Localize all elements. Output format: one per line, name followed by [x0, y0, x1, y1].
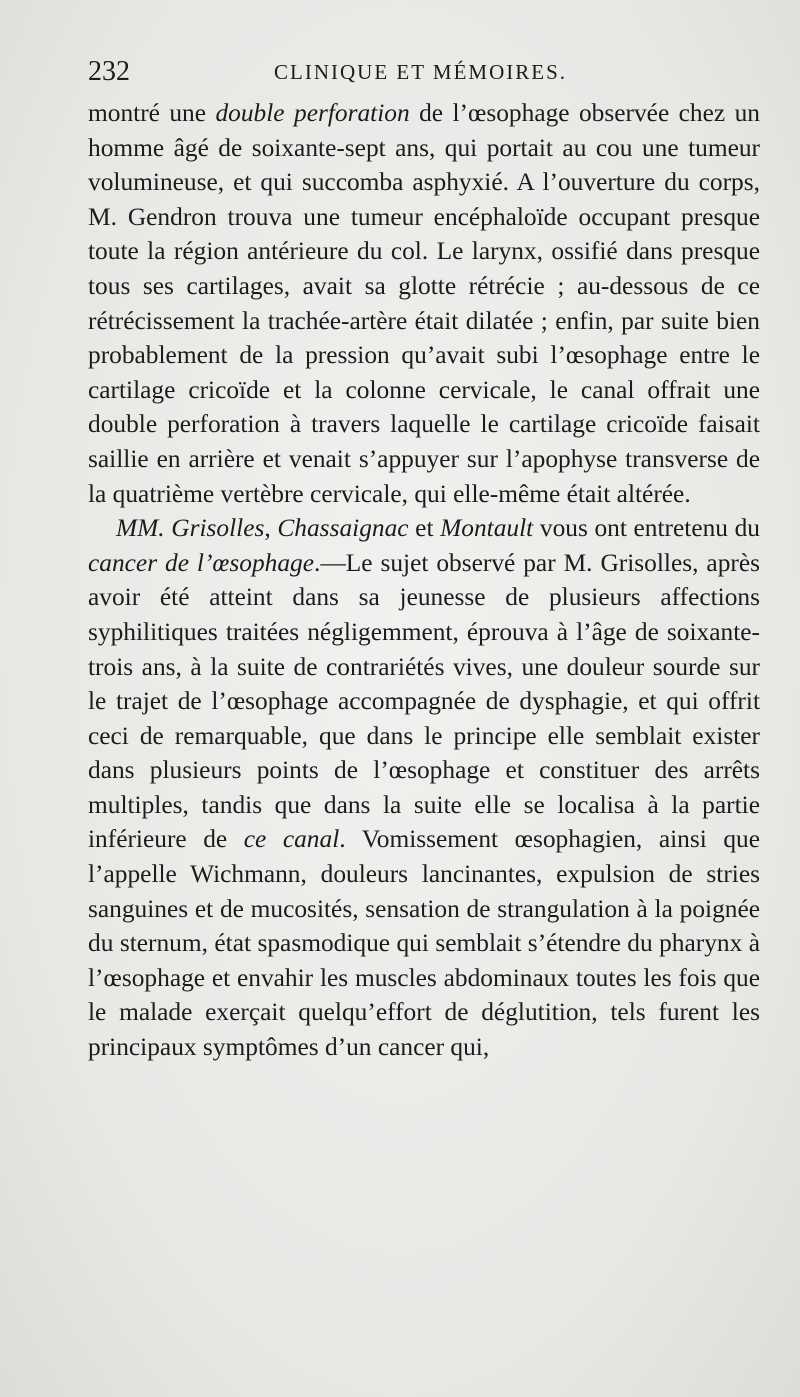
body-text — [88, 96, 760, 1065]
p2-italic-ce-canal: ce canal — [243, 825, 340, 854]
p1-italic-double-perforation: double perforation — [215, 99, 410, 127]
page-header — [88, 52, 760, 92]
p2-name-chassaignac: Chassaignac — [277, 514, 409, 543]
running-head: CLINIQUE ET MÉMOIRES. — [274, 60, 568, 84]
p1-text-2: de l’œsophage observée chez un homme âgé de soixante-sept ans, qui portait au cou une tumeur volumineuse, et qui succomba asphyxié. A l’ouverture du corps, M. Gendron trouva une tumeur encéphaloïde occupant presque toute la région antérieure du col. Le larynx, ossifié dans presque tous ses cartilages, avait sa glotte rétrécie ; au-dessous de ce rétrécissement la trachée-artère était dilatée ; enfin, par suite bien probablement de la pression qu’avait subi l’œsophage entre le cartilage cricoïde et la colonne cervicale, le canal offrait une double perforation à travers laquelle le cartilage cricoïde faisait saillie en arrière et venait s’appuyer sur l’apophyse transverse de la quatrième vertèbre cervicale, qui elle-même était altérée. — [88, 99, 760, 508]
paragraph-2 — [88, 511, 760, 1065]
p2-name-grisolles: MM. Grisolles — [116, 514, 265, 543]
p2-separator: , — [264, 514, 278, 543]
p2-text-2: .—Le sujet observé par M. Grisolles, après avoir été atteint dans sa jeunesse de plusieurs affections syphilitiques traitées négligemment, éprouva à l’âge de soixante-trois ans, à la suite de contrariétés vives, une douleur sourde sur le trajet de l’œsophage accompagnée de dysphagie, et qui offrit ceci de remarquable, que dans le principe elle semblait exister dans plusieurs points de l’œsophage et constituer des arrêts multiples, tandis que dans la suite elle se localisa à la partie inférieure de — [88, 548, 760, 854]
p2-text-3: . Vomissement œsophagien, ainsi que l’appelle Wichmann, douleurs lancinantes, expulsion de stries sanguines et de mucosités, sensation de strangulation à la poignée du sternum, état spasmodique qui semblait s’étendre du pharynx à l’œsophage et envahir les muscles abdominaux toutes les fois que le malade exerçait quelqu’effort de déglutition, tels furent les principaux symptômes d’un cancer qui, — [88, 825, 760, 1062]
p2-et: et — [408, 514, 441, 543]
p2-text-1: vous ont entretenu du — [533, 514, 760, 543]
paragraph-1 — [88, 96, 760, 511]
p2-name-montault: Montault — [440, 514, 534, 543]
page-number: 232 — [88, 56, 130, 87]
p2-italic-cancer: cancer de l’œsophage — [88, 548, 314, 577]
p1-text-1: montré une — [88, 99, 216, 127]
